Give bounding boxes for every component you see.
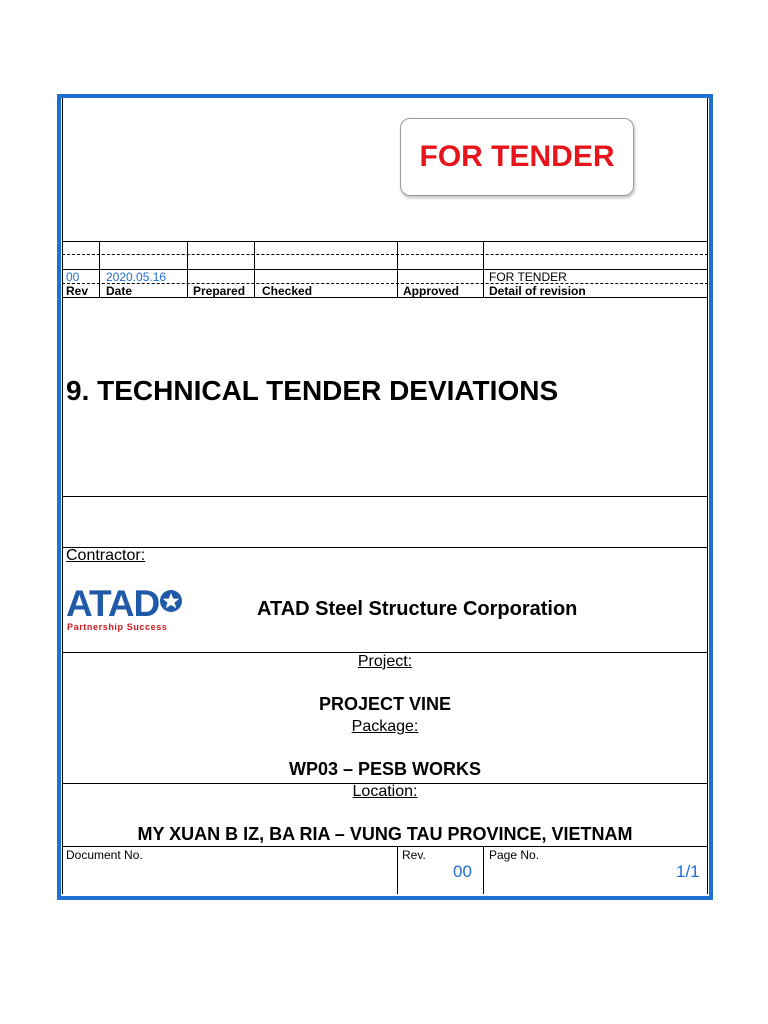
- contractor-name: ATAD Steel Structure Corporation: [257, 598, 578, 620]
- logo-wordmark: ATAD: [66, 583, 160, 624]
- section-divider: [62, 547, 708, 548]
- location-label-wrap: [62, 783, 708, 801]
- package-label-wrap: [62, 718, 708, 736]
- page-no-label: Page No.: [489, 848, 540, 862]
- footer-col-divider: [397, 846, 398, 894]
- header-date: Date: [106, 284, 133, 298]
- logo-tagline: Partnership Success: [67, 622, 168, 632]
- rev-table-dashed-line-1: [62, 254, 708, 255]
- header-detail: Detail of revision: [489, 284, 586, 298]
- header-rev: Rev: [66, 284, 89, 298]
- contractor-label: Contractor:: [66, 547, 146, 564]
- rev-value: 00: [453, 862, 472, 881]
- location-label: Location:: [352, 783, 418, 800]
- atad-logo-icon: [66, 582, 186, 634]
- document-title: 9. TECHNICAL TENDER DEVIATIONS: [66, 375, 559, 406]
- section-divider: [62, 496, 708, 497]
- document-no-label: Document No.: [66, 848, 143, 862]
- rev-table-bottom-line: [62, 297, 708, 298]
- detail-cell: FOR TENDER: [489, 270, 567, 284]
- rev-col-divider: [397, 241, 398, 297]
- rev-col-divider: [254, 241, 255, 297]
- project-value: PROJECT VINE: [318, 694, 452, 714]
- rev-table-top-line: [62, 241, 708, 242]
- project-label-wrap: [62, 653, 708, 671]
- date-cell: 2020.05.16: [106, 270, 167, 284]
- footer-top-line: [62, 846, 708, 847]
- rev-cell: 00: [66, 270, 80, 284]
- project-label: Project:: [357, 653, 413, 670]
- rev-col-divider: [99, 241, 100, 297]
- for-tender-stamp: [400, 118, 634, 196]
- package-label: Package:: [351, 718, 419, 735]
- rev-col-divider: [483, 241, 484, 297]
- footer-col-divider: [483, 846, 484, 894]
- header-prepared: Prepared: [193, 284, 246, 298]
- package-value: WP03 – PESB WORKS: [288, 759, 482, 779]
- rev-col-divider: [187, 241, 188, 297]
- header-checked: Checked: [262, 284, 313, 298]
- location-value: MY XUAN B IZ, BA RIA – VUNG TAU PROVINCE, VIETNAM: [137, 824, 633, 844]
- page-no-value: 1/1: [676, 862, 700, 881]
- stamp-text: FOR TENDER: [419, 140, 615, 173]
- rev-label: Rev.: [402, 848, 426, 862]
- header-approved: Approved: [403, 284, 460, 298]
- atad-logo: [66, 582, 186, 634]
